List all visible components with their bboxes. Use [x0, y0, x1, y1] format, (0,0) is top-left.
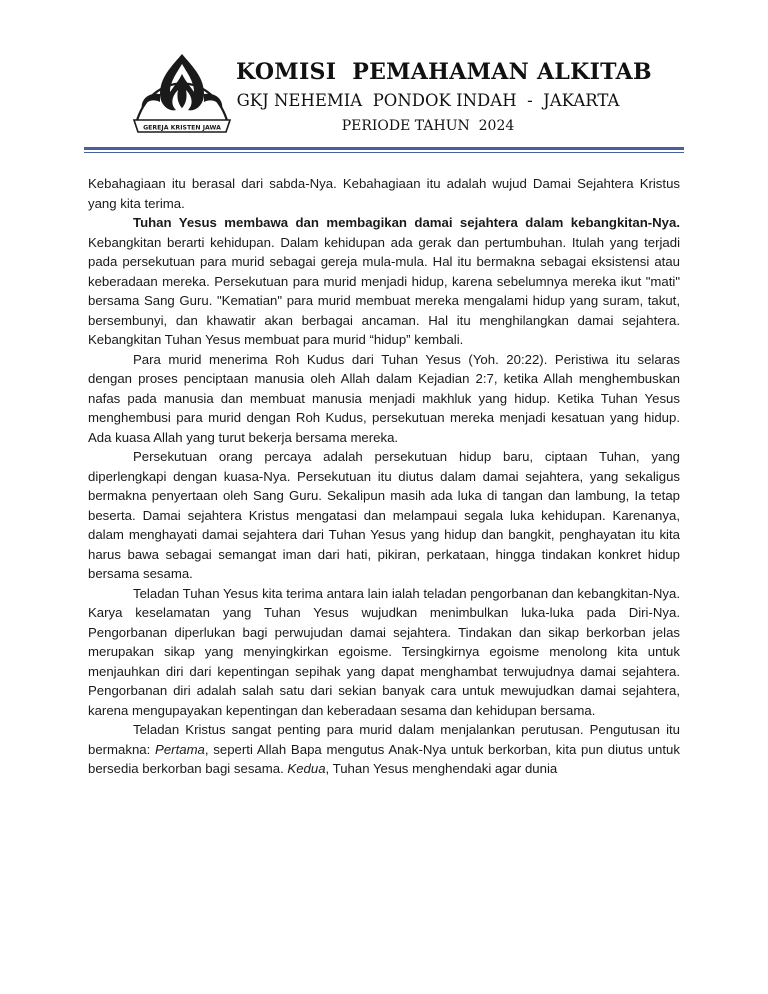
paragraph-text: Teladan Kristus sangat penting para murid dalam menjalankan perutusan. Pengutusan itu bermakna: [88, 722, 680, 757]
paragraph-4 [88, 447, 680, 584]
header-text-block [236, 58, 652, 137]
paragraph-text: Kebangkitan berarti kehidupan. Dalam kehidupan ada gerak dan pertumbuhan. Itulah yang terjadi pada persekutuan para murid sebagai gereja mula-mula. Hal itu bermakna sebagai eksistensi atau keberadaan mereka. Persekutuan para murid menjadi hidup, karena sebelumnya mereka ikut "mati" bersama Sang Guru. "Kematian" para murid membuat mereka mengalami hidup yang suram, takut, bersembunyi, dan khawatir akan berbagai ancaman. Hal itu menghilangkan damai sejahtera. Kebangkitan Tuhan Yesus membuat para murid “hidup” kembali. [88, 234, 680, 347]
paragraph-italic-term: Pertama [155, 741, 205, 757]
document-body [88, 174, 680, 779]
paragraph-text: , seperti Allah Bapa mengutus Anak-Nya untuk berkorban, kita pun diutus untuk bersedia berkorban bagi sesama. [88, 741, 680, 776]
paragraph-text: Persekutuan orang percaya adalah persekutuan hidup baru, ciptaan Tuhan, yang diperlengkapi dengan kuasa-Nya. Persekutuan itu diutus dalam damai sejahtera, yang sekaligus bermakna penyertaan oleh Sang Guru. Sekalipun masih ada luka di tangan dan lambung, Ia tetap beserta. Damai sejahtera Kristus mengatasi dan melampaui segala luka kehidupan. Karenanya, dalam menghayati damai sejahtera dari Tuhan Yesus yang hidup dan bangkit, penghayatan itu kita harus bawa sebagai semangat iman dari hati, pikiran, perkataan, hingga tindakan konkret hidup bersama sesama. [88, 449, 680, 581]
paragraph-text: Para murid menerima Roh Kudus dari Tuhan Yesus (Yoh. 20:22). Peristiwa itu selaras dengan proses penciptaan manusia oleh Allah dalam Kejadian 2:7, ketika Allah menghembuskan nafas pada manusia dan membuat manusia menjadi makhluk yang hidup. Ketika Tuhan Yesus menghembusi para murid dengan Roh Kudus, persekutuan mereka menjadi kesatuan yang hidup. Ada kuasa Allah yang turut bekerja bersama mereka. [88, 351, 680, 445]
paragraph-5 [88, 584, 680, 721]
paragraph-text: , Tuhan Yesus menghendaki agar dunia [325, 761, 558, 776]
org-title: KOMISI PEMAHAMAN ALKITAB [236, 59, 652, 85]
paragraph-italic-term: Kedua [287, 761, 326, 776]
header-rule-thick [84, 147, 684, 150]
paragraph-2 [88, 213, 680, 350]
church-logo-icon [130, 50, 234, 142]
document-header [0, 0, 768, 160]
paragraph-3 [88, 350, 680, 448]
org-subtitle: GKJ NEHEMIA PONDOK INDAH - JAKARTA [236, 91, 620, 110]
logo-ribbon-text: GEREJA KRISTEN JAWA [143, 124, 221, 132]
paragraph-bold-lead: Tuhan Yesus membawa dan membagikan damai sejahtera dalam kebangkitan-Nya. [133, 215, 680, 230]
paragraph-text: Teladan Tuhan Yesus kita terima antara lain ialah teladan pengorbanan dan kebangkitan-Nya. Karya keselamatan yang Tuhan Yesus wujudkan menimbulkan luka-luka pada Diri-Nya. Pengorbanan diperlukan bagi perwujudan damai sejahtera. Tindakan dan sikap berkorban jelas merupakan sikap yang menyingkirkan egoisme. Tersingkirnya egoisme menolong kita untuk menjauhkan diri dari kepentingan sepihak yang dapat menghambat terwujudnya damai sejahtera. Pengorbanan diri adalah salah satu dari sekian banyak cara untuk mewujudkan damai sejahtera, karena mengupayakan kepentingan dan keberadaan sesama dan kehidupan bersama. [88, 585, 680, 718]
paragraph-1 [88, 174, 680, 213]
paragraph-6 [88, 720, 680, 779]
org-period: PERIODE TAHUN 2024 [341, 118, 515, 134]
header-rule-thin [84, 152, 684, 153]
paragraph-text: Kebahagiaan itu berasal dari sabda-Nya. Kebahagiaan itu adalah wujud Damai Sejahtera Kristus yang kita terima. [88, 176, 680, 211]
